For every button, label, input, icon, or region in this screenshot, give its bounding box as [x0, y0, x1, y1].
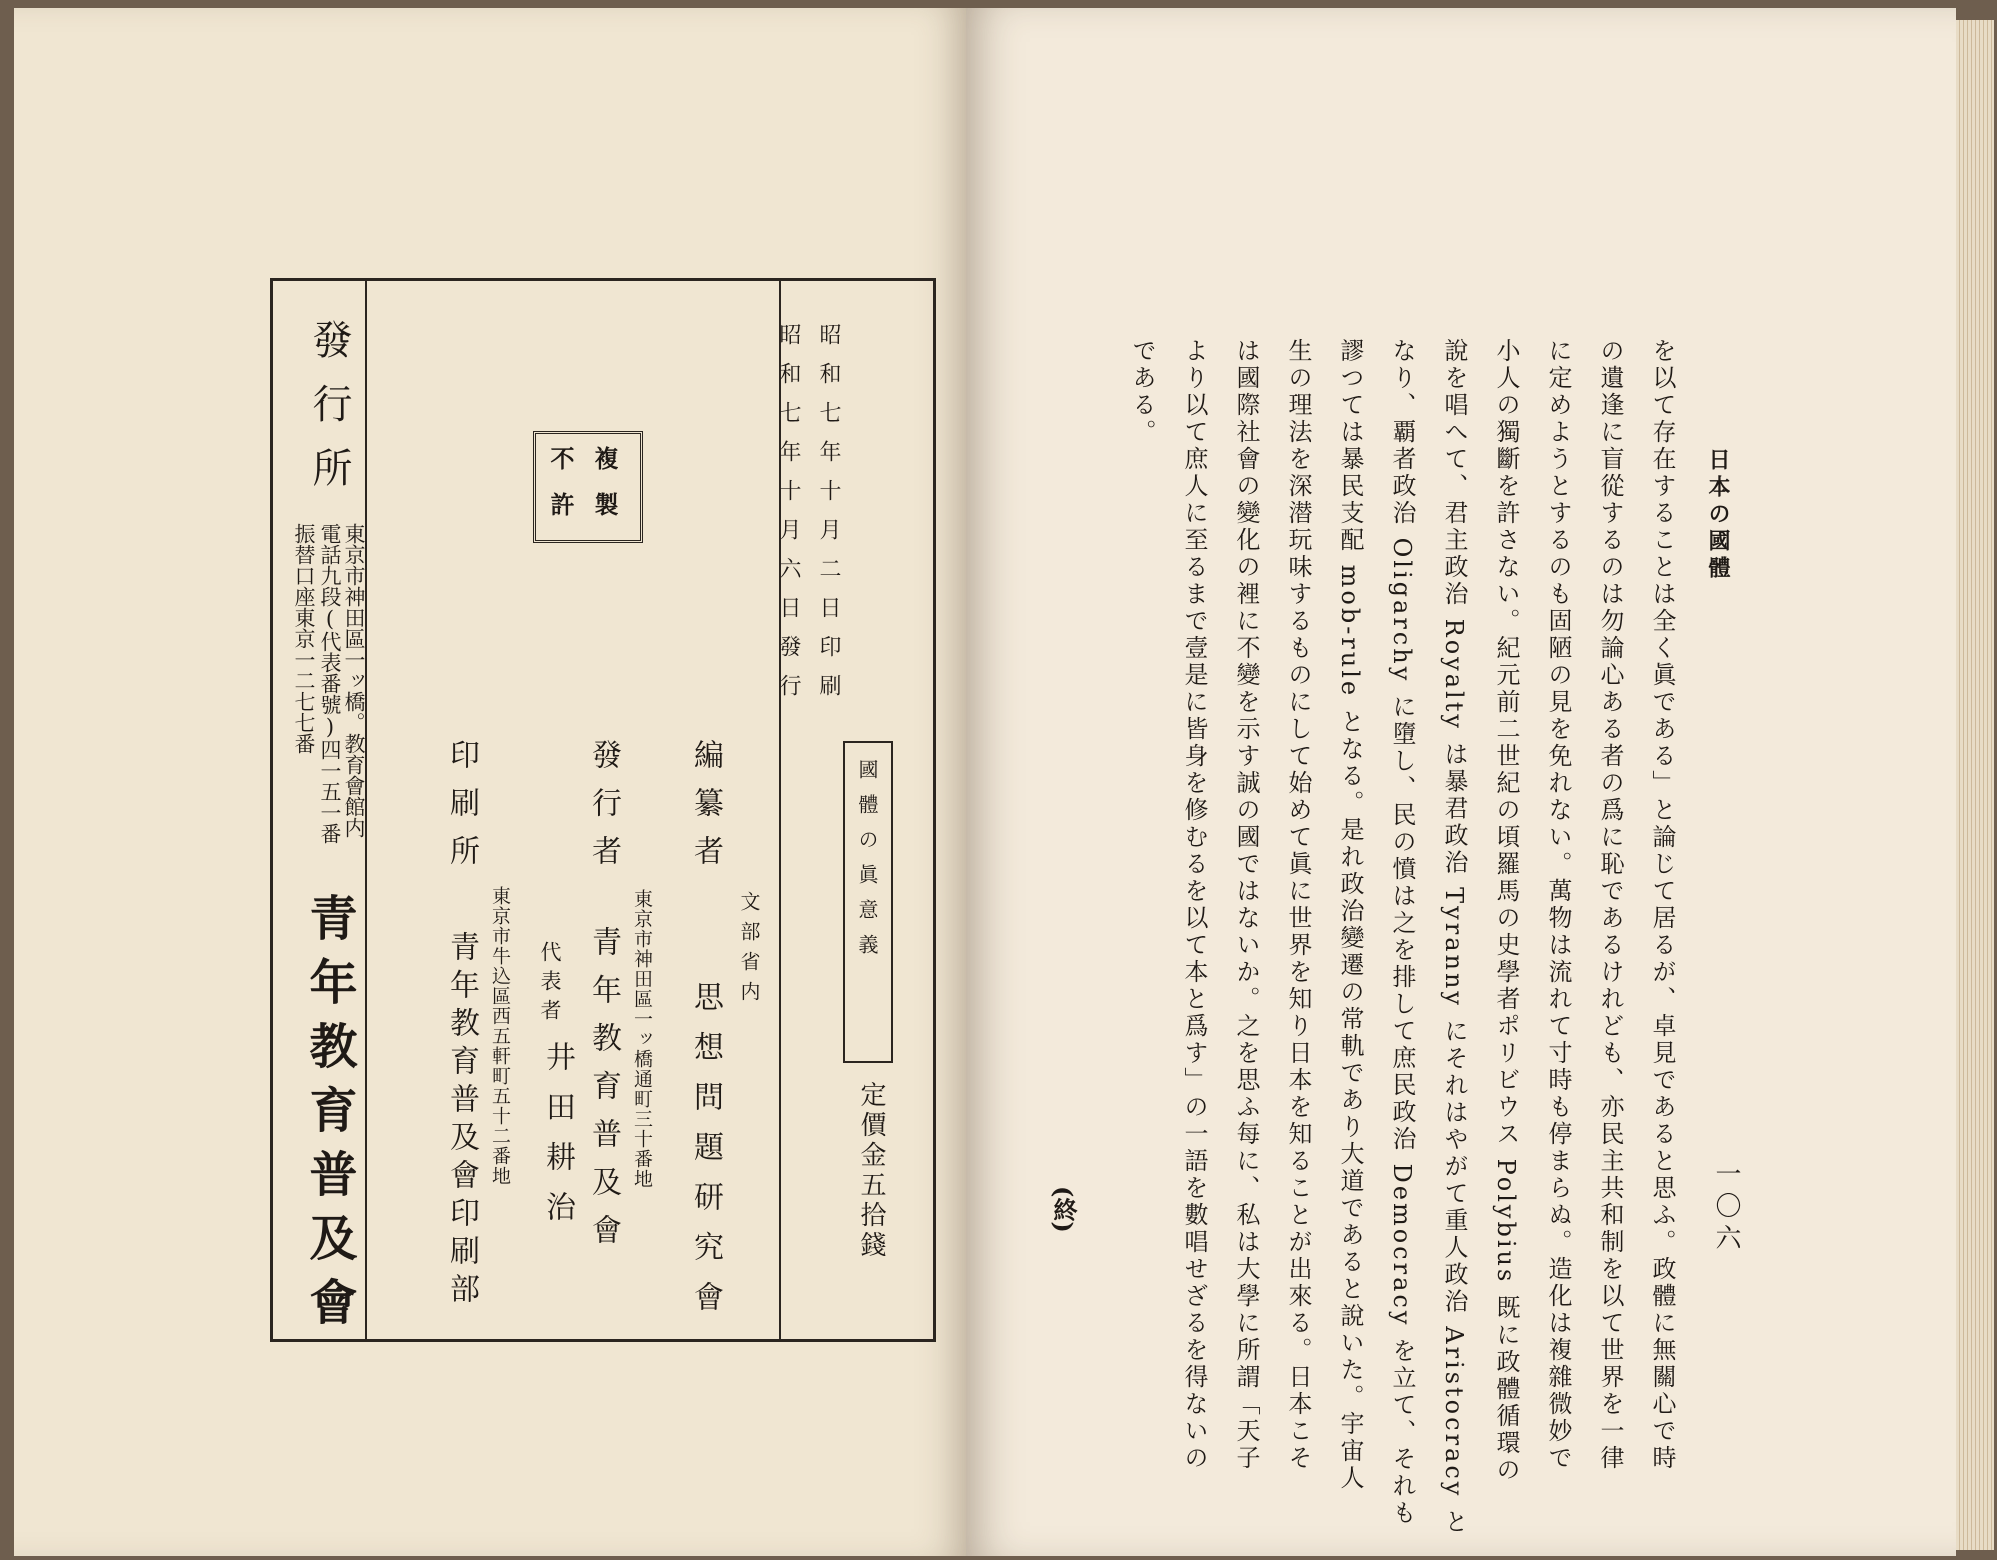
- editor-label: 編纂者: [688, 739, 723, 883]
- body-text-line: に定めようとするのも固陋の見を免れない。萬物は流れて寸時も停まらぬ。造化は複雜微妙で: [1544, 338, 1572, 1472]
- body-text-line: より以て庶人に至るまで壹是に皆身を修むるを以て本と爲す」の一語を數唱せざるを得ないの: [1180, 338, 1208, 1472]
- book-title: 國體の眞意義: [855, 759, 879, 969]
- colophon-frame: [270, 278, 936, 1342]
- issuer-address: 東京市神田區一ッ橋。教育會館内: [342, 523, 366, 838]
- issuer-transfer-account: 振替口座東京一二七七番: [292, 523, 316, 754]
- body-text-line: 說を唱へて、君主政治 Royalty は暴君政治 Tyranny にそれはやがて重人政治 Aristocracy と: [1440, 338, 1468, 1536]
- issuer-name: 青年教育普及會: [301, 893, 357, 1341]
- publisher-label: 發行者: [586, 739, 621, 883]
- book-title-box: [843, 741, 893, 1063]
- printer-name: 青年教育普及會印刷部: [444, 931, 479, 1311]
- right-page-text: [966, 8, 1956, 1556]
- printer-address: 東京市牛込區西五軒町五十二番地: [489, 886, 511, 1186]
- publisher-representative-label: 代表者: [538, 941, 562, 1028]
- reproduction-notice-line: 複製: [590, 446, 619, 538]
- issuer-label: 發行所: [306, 319, 352, 511]
- publisher-address: 東京市神田區一ッ橋通町三十番地: [631, 889, 653, 1189]
- left-page-colophon: [14, 8, 966, 1556]
- price: 定價金五拾錢: [856, 1081, 886, 1261]
- body-text-line: の遺逢に盲從するのは勿論心ある者の爲に恥であるけれども、亦民主共和制を以て世界を一律: [1596, 338, 1624, 1472]
- issuer-phone: 電話九段(代表番號)四一五一番: [318, 523, 342, 844]
- body-text-line: 謬つては暴民支配 mob-rule となる。是れ政治變遷の常軌であり大道であると說いた。宇宙人: [1336, 338, 1364, 1492]
- editor-name: 思想問題研究會: [688, 981, 723, 1331]
- reproduction-prohibited-box: [533, 431, 643, 543]
- issue-date: 昭和七年十月六日發行: [776, 323, 801, 713]
- printer-label: 印刷所: [444, 739, 479, 883]
- page-number: 一〇六: [1711, 1160, 1741, 1256]
- body-text-line: なり、覇者政治 Oligarchy に墮し、民の憤は之を排して庶民政治 Democracy を立て、それも: [1388, 338, 1416, 1528]
- body-text-line: 小人の獨斷を許さない。紀元前二世紀の頃羅馬の史學者ポリビウス Polybius 既に政體循環の: [1492, 338, 1520, 1484]
- body-text-line: を以て存在することは全く眞である」と論じて居るが、卓見であると思ふ。政體に無關心で時: [1648, 338, 1676, 1472]
- editor-affiliation: 文部省内: [737, 891, 761, 1011]
- book-page-edges: [1956, 20, 1994, 1550]
- body-text-line: である。: [1128, 338, 1156, 446]
- end-mark: (終): [1049, 1186, 1078, 1233]
- publisher-representative-name: 井田耕治: [540, 1041, 575, 1241]
- body-text-line: 生の理法を深潜玩味するものにして始めて眞に世界を知り日本を知ることが出來る。日本こそ: [1284, 338, 1312, 1472]
- publisher-name: 青年教育普及會: [586, 926, 621, 1262]
- running-head: 日本の國體: [1705, 448, 1731, 583]
- reproduction-notice-line: 不許: [546, 446, 575, 538]
- body-text-line: は國際社會の變化の裡に不變を示す誠の國ではないか。之を思ふ每に、私は大學に所謂「天子: [1232, 338, 1260, 1472]
- print-date: 昭和七年十月二日印刷: [816, 323, 841, 713]
